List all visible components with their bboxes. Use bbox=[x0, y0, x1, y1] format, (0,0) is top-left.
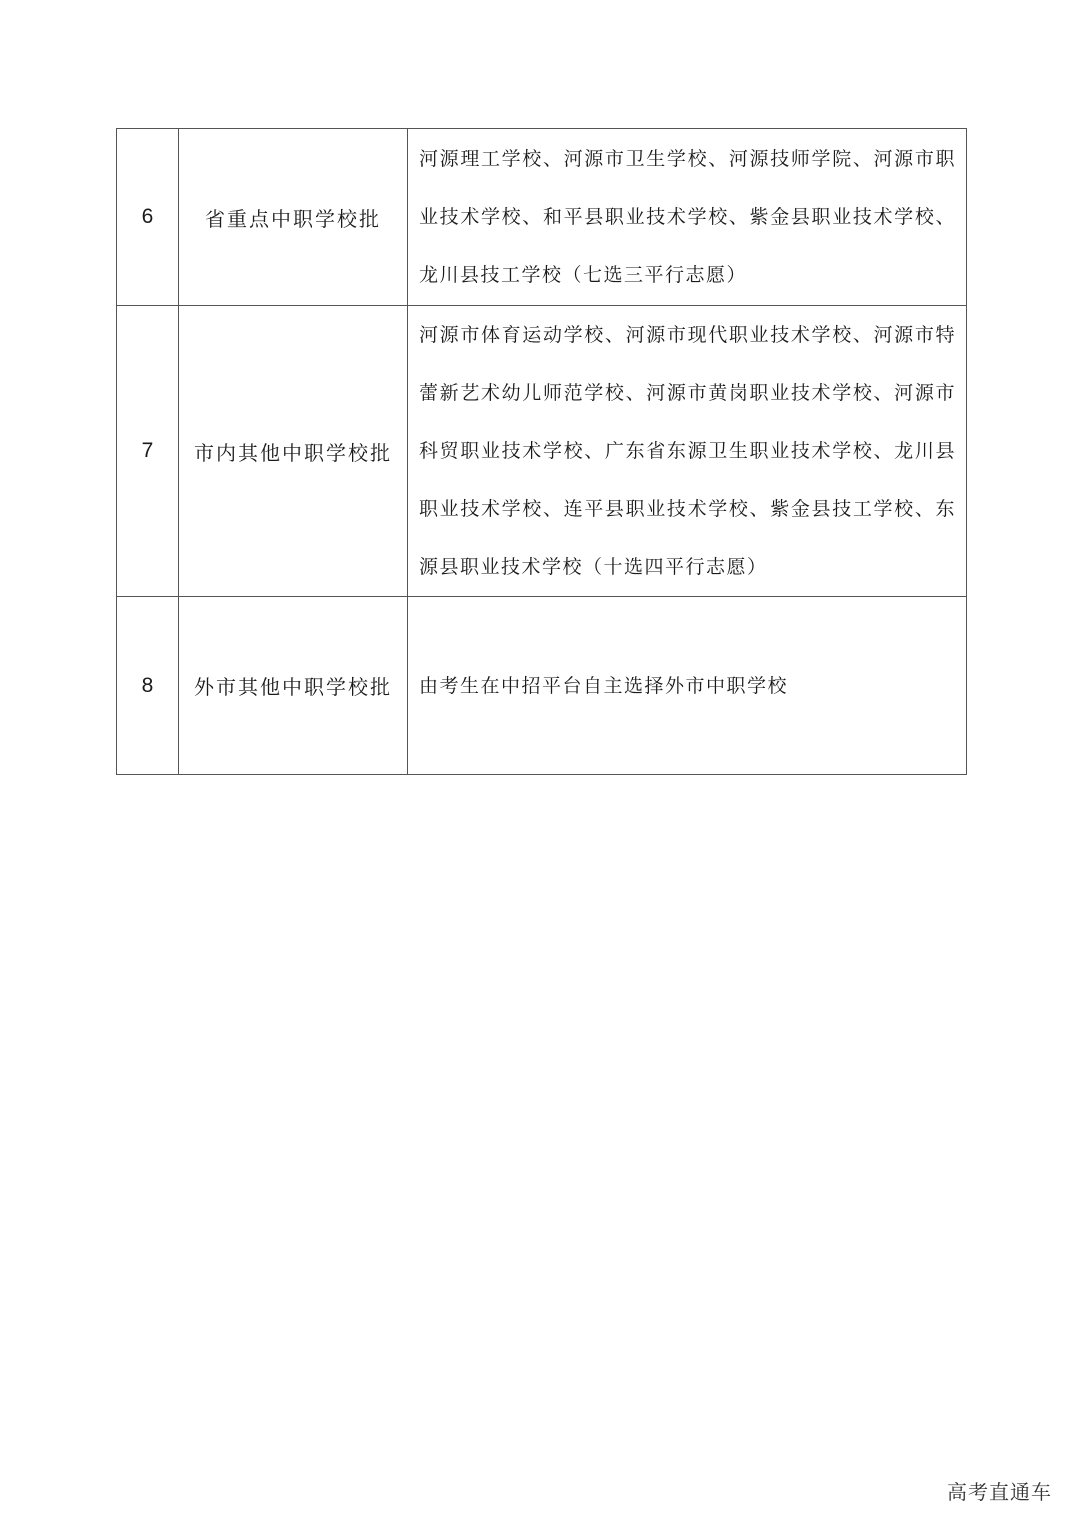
row-number: 7 bbox=[117, 306, 179, 597]
table-row bbox=[117, 129, 967, 306]
table-row bbox=[117, 306, 967, 597]
school-list-cell bbox=[408, 597, 967, 775]
table-row bbox=[117, 597, 967, 775]
school-list: 河源理工学校、河源市卫生学校、河源技师学院、河源市职业技术学校、和平县职业技术学校、紫金县职业技术学校、龙川县技工学校（七选三平行志愿） bbox=[419, 148, 956, 286]
admission-batch-table bbox=[116, 128, 967, 775]
school-list: 河源市体育运动学校、河源市现代职业技术学校、河源市特蕾新艺术幼儿师范学校、河源市黄岗职业技术学校、河源市科贸职业技术学校、广东省东源卫生职业技术学校、龙川县职业技术学校、连平县职业技术学校、紫金县技工学校、东源县职业技术学校（十选四平行志愿） bbox=[419, 324, 956, 578]
batch-name: 外市其他中职学校批 bbox=[179, 597, 408, 775]
batch-name: 市内其他中职学校批 bbox=[179, 306, 408, 597]
watermark: 高考直通车 bbox=[947, 1480, 1052, 1504]
row-number: 8 bbox=[117, 597, 179, 775]
row-number: 6 bbox=[117, 129, 179, 306]
batch-name: 省重点中职学校批 bbox=[179, 129, 408, 306]
school-list-cell bbox=[408, 129, 967, 306]
school-list-cell bbox=[408, 306, 967, 597]
school-list: 由考生在中招平台自主选择外市中职学校 bbox=[419, 674, 789, 697]
